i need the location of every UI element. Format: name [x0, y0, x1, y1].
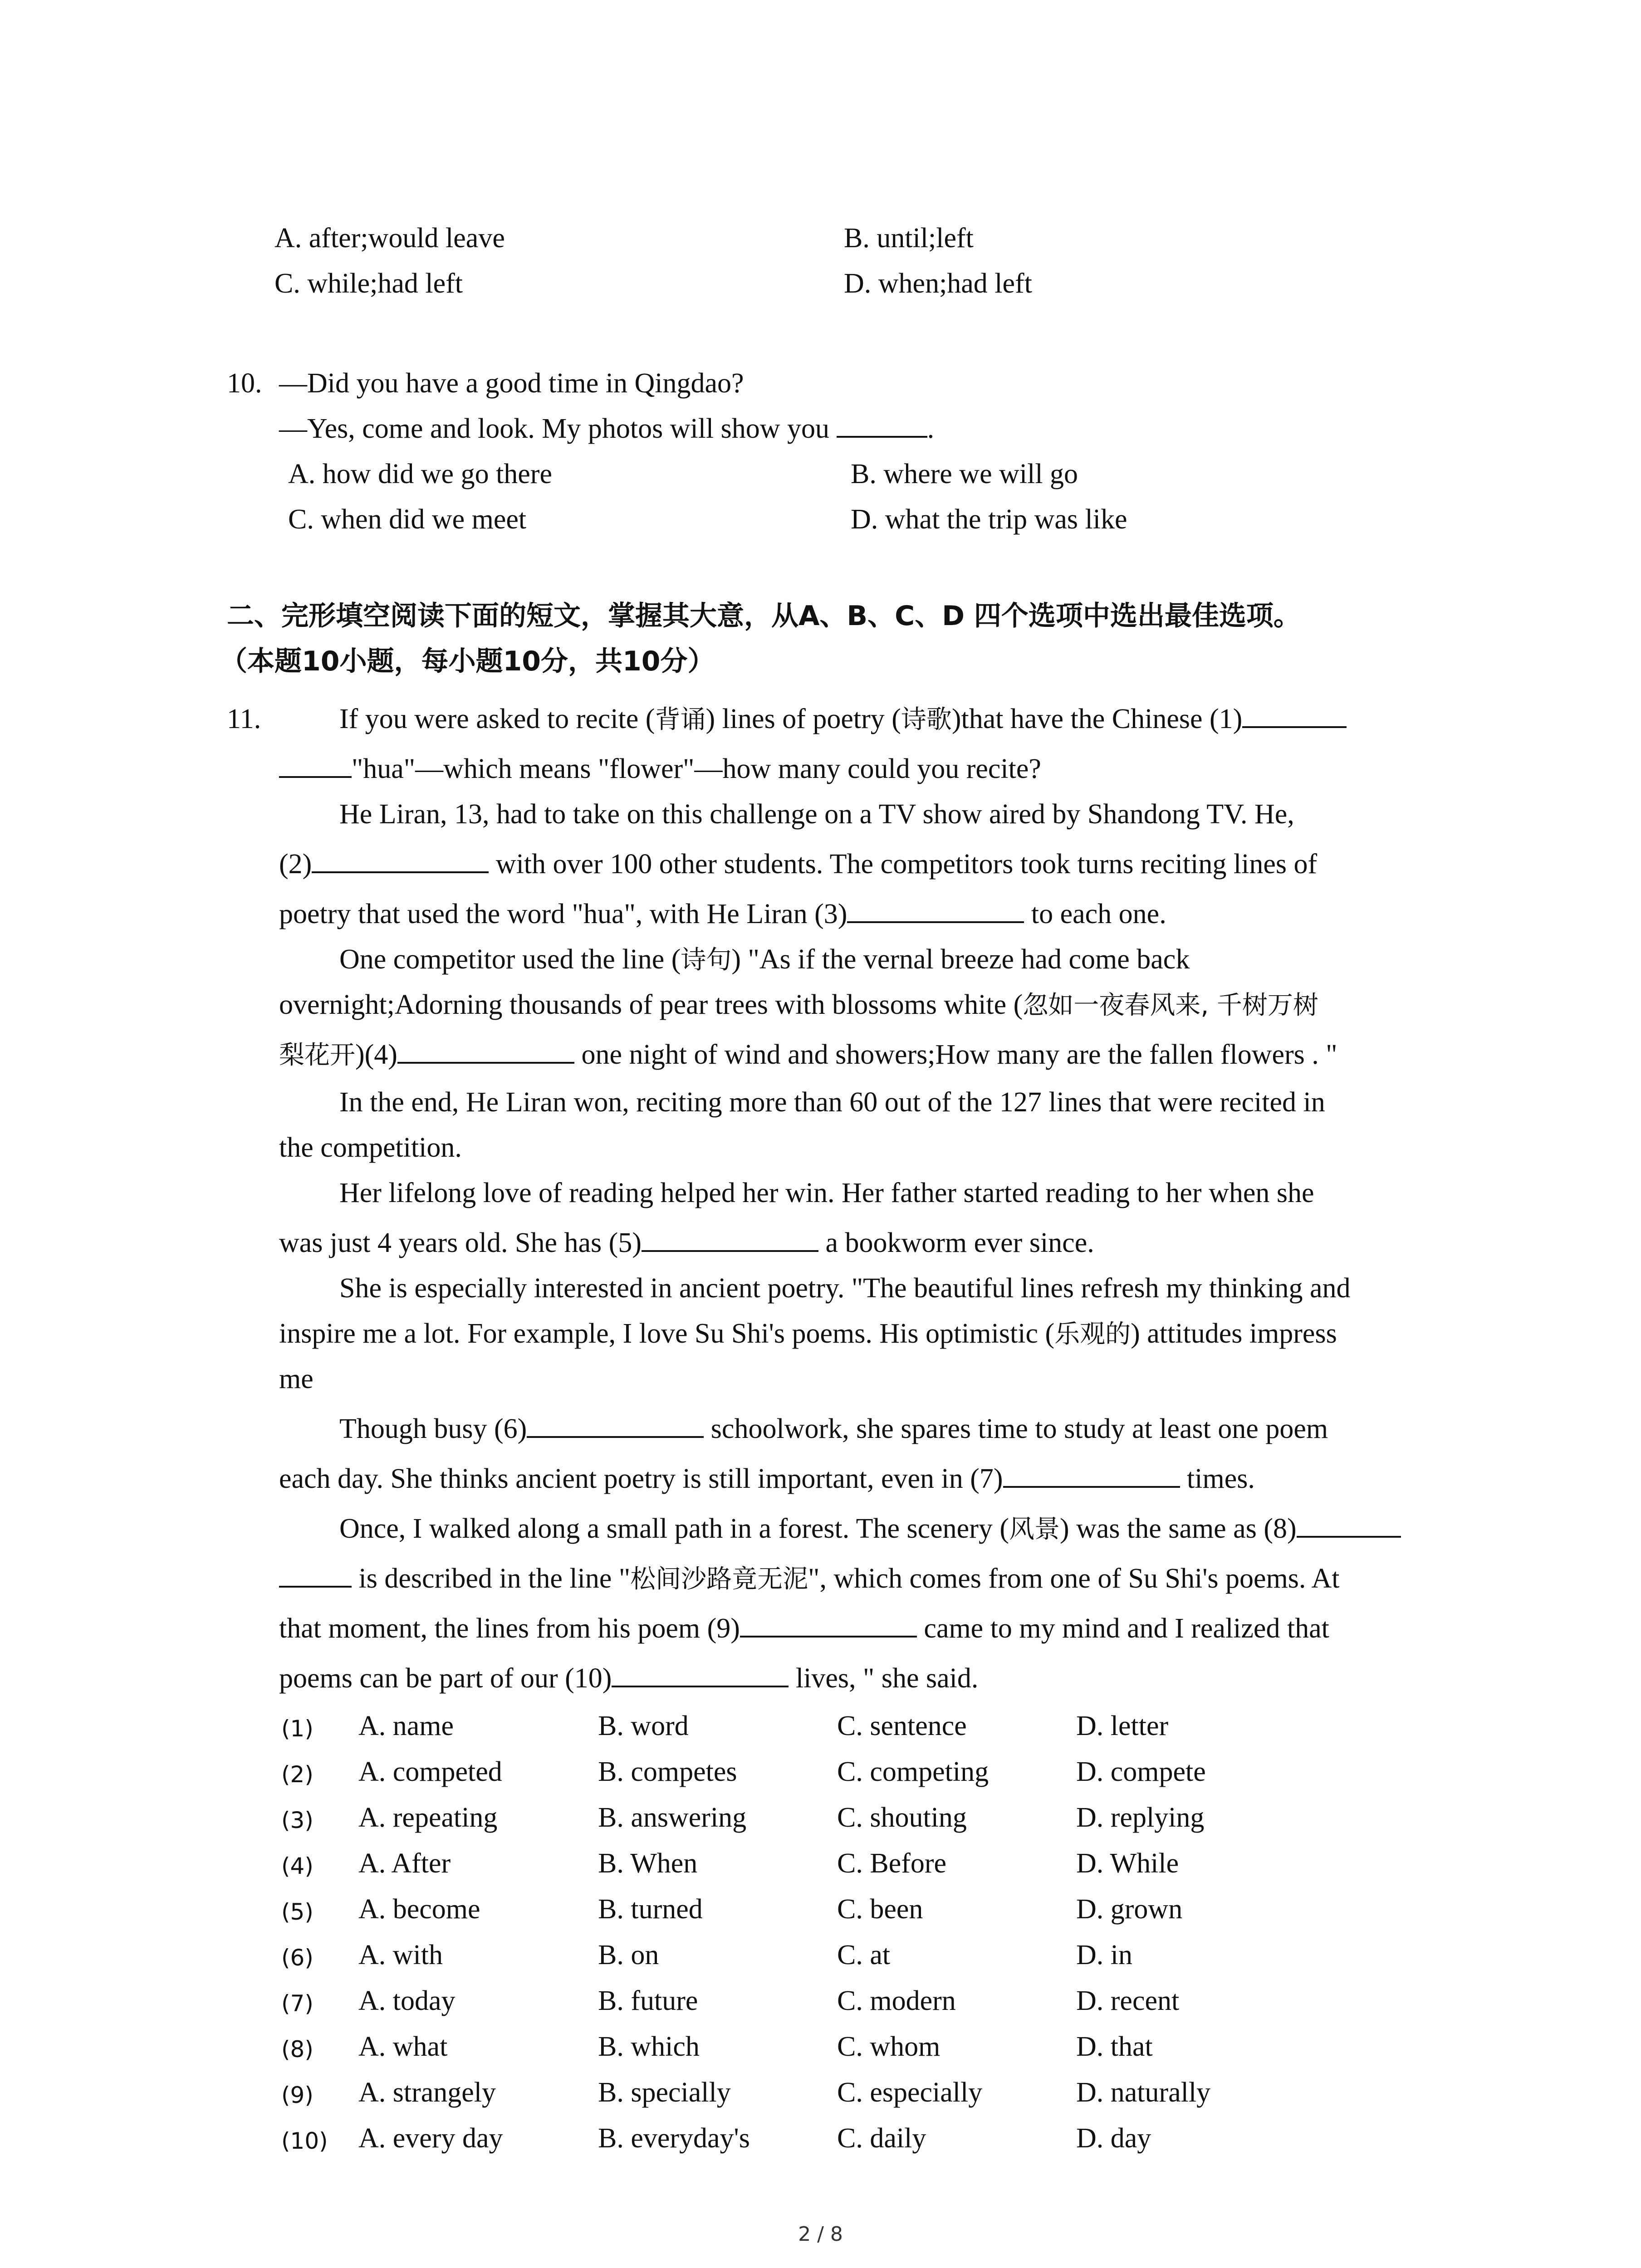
option-number: (6) — [281, 1945, 314, 1971]
q10-option-d: D. what the trip was like — [851, 504, 1127, 535]
passage-line — [279, 1560, 1340, 1598]
text: poems can be part of our (10) — [279, 1663, 612, 1694]
option-d: D. recent — [1076, 1985, 1180, 2016]
text: overnight;Adorning thousands of pear trees with blossoms white ( — [279, 989, 1023, 1020]
text: schoolwork, she spares time to study at least one poem — [704, 1413, 1328, 1444]
option-d: D. grown — [1076, 1894, 1183, 1925]
passage-line — [279, 1660, 978, 1696]
section2-heading: 二、完形填空阅读下面的短文，掌握其大意，从A、B、C、D 四个选项中选出最佳选项。 — [227, 600, 1301, 632]
option-b: B. on — [598, 1940, 659, 1970]
option-number: (2) — [281, 1761, 314, 1788]
option-a: A. name — [358, 1711, 454, 1741]
answer-blank — [1297, 1510, 1401, 1538]
page-number: 2 / 8 — [798, 2223, 843, 2246]
passage-line — [339, 941, 1190, 978]
passage-line — [279, 1315, 1337, 1353]
text: 诗句 — [681, 945, 732, 975]
q9-option-b: B. until;left — [844, 223, 974, 254]
text: to each one. — [1024, 899, 1166, 929]
passage-line — [279, 1361, 314, 1397]
option-b: B. everyday's — [598, 2123, 750, 2154]
section2-subheading: （本题10小题，每小题10分，共10分） — [220, 645, 715, 677]
text: ", which comes from one of Su Shi's poems. At — [808, 1563, 1340, 1594]
text: Her lifelong love of reading helped her win. Her father started reading to her when she — [339, 1178, 1314, 1208]
q10-line2-end: . — [927, 413, 935, 444]
q11-number: 11. — [227, 704, 261, 734]
passage-line — [279, 1036, 1337, 1074]
option-c: C. competing — [837, 1756, 989, 1787]
q9-option-d: D. when;had left — [844, 268, 1032, 299]
option-c: C. whom — [837, 2031, 941, 2062]
option-number: (4) — [281, 1853, 314, 1879]
text: times. — [1180, 1463, 1255, 1494]
text: In the end, He Liran won, reciting more than 60 out of the 127 lines that were recited in — [339, 1087, 1325, 1118]
answer-blank — [612, 1660, 789, 1687]
option-a: A. After — [358, 1848, 451, 1879]
text: 松间沙路竟无泥 — [630, 1564, 808, 1594]
text: Once, I walked along a small path in a forest. The scenery ( — [339, 1513, 1009, 1544]
option-c: C. shouting — [837, 1802, 967, 1833]
option-d: D. While — [1076, 1848, 1179, 1879]
passage-line — [339, 1411, 1328, 1447]
option-a: A. today — [358, 1985, 456, 2016]
text: me — [279, 1364, 314, 1394]
option-number: (7) — [281, 1990, 314, 2017]
passage-line — [339, 1510, 1401, 1548]
option-b: B. specially — [598, 2077, 731, 2108]
option-a: A. what — [358, 2031, 448, 2062]
q10-option-a: A. how did we go there — [288, 459, 552, 489]
text: came to my mind and I realized that — [916, 1613, 1329, 1644]
option-c: C. modern — [837, 1985, 956, 2016]
text: 诗歌 — [901, 705, 952, 734]
passage-line — [339, 701, 1347, 738]
q10-line2-text: —Yes, come and look. My photos will show you — [279, 413, 837, 444]
text: 梨花开 — [279, 1041, 355, 1070]
option-number: (3) — [281, 1807, 314, 1833]
answer-blank — [312, 846, 489, 873]
answer-blank — [740, 1610, 917, 1637]
option-c: C. especially — [837, 2077, 983, 2108]
passage-line — [279, 1225, 1094, 1261]
option-d: D. in — [1076, 1940, 1132, 1970]
text: ) "As if the vernal breeze had come back — [731, 944, 1190, 975]
text: 风景 — [1009, 1515, 1060, 1544]
q9-option-a: A. after;would leave — [274, 223, 505, 254]
text: ) was the same as (8) — [1059, 1513, 1297, 1544]
option-b: B. future — [598, 1985, 698, 2016]
option-d: D. naturally — [1076, 2077, 1211, 2108]
text: She is especially interested in ancient poetry. "The beautiful lines refresh my thinking and — [339, 1273, 1351, 1304]
option-c: C. daily — [837, 2123, 926, 2154]
passage-line — [339, 1270, 1351, 1306]
option-d: D. letter — [1076, 1711, 1169, 1741]
option-c: C. sentence — [837, 1711, 967, 1741]
text: ) attitudes impress — [1131, 1318, 1337, 1349]
text: that moment, the lines from his poem (9) — [279, 1613, 740, 1644]
option-a: A. become — [358, 1894, 480, 1925]
text: If you were asked to recite ( — [339, 704, 655, 734]
option-b: B. competes — [598, 1756, 737, 1787]
q9-option-c: C. while;had left — [274, 268, 463, 299]
option-number: (8) — [281, 2036, 314, 2063]
text: He Liran, 13, had to take on this challenge on a TV show aired by Shandong TV. He, — [339, 799, 1294, 830]
q10-option-b: B. where we will go — [851, 459, 1078, 489]
option-a: A. with — [358, 1940, 443, 1970]
text: is described in the line " — [352, 1563, 631, 1594]
q10-number: 10. — [227, 368, 262, 399]
option-number: (10) — [281, 2128, 328, 2154]
text: One competitor used the line ( — [339, 944, 681, 975]
answer-blank — [847, 896, 1024, 923]
passage-line — [279, 1129, 462, 1166]
passage-line — [279, 896, 1166, 932]
option-number: (9) — [281, 2082, 314, 2108]
option-b: B. turned — [598, 1894, 703, 1925]
option-c: C. Before — [837, 1848, 947, 1879]
text: one night of wind and showers;How many are the fallen flowers . " — [574, 1039, 1337, 1070]
option-d: D. compete — [1076, 1756, 1206, 1787]
option-d: D. day — [1076, 2123, 1151, 2154]
text: 忽如一夜春风来, 千树万树 — [1023, 991, 1318, 1020]
option-a: A. every day — [358, 2123, 503, 2154]
passage-line — [279, 846, 1317, 882]
passage-line — [339, 1175, 1314, 1211]
option-c: C. been — [837, 1894, 923, 1925]
answer-blank — [1003, 1461, 1180, 1488]
q10-option-c: C. when did we meet — [288, 504, 527, 535]
option-d: D. that — [1076, 2031, 1153, 2062]
q10-line2 — [279, 411, 934, 447]
text: "hua"—which means "flower"—how many could you recite? — [352, 753, 1041, 784]
text: a bookworm ever since. — [818, 1227, 1094, 1258]
option-b: B. answering — [598, 1802, 747, 1833]
text: Though busy (6) — [339, 1413, 527, 1444]
option-number: (5) — [281, 1899, 314, 1925]
passage-line — [279, 751, 1041, 787]
text: was just 4 years old. She has (5) — [279, 1227, 642, 1258]
answer-blank — [837, 411, 927, 438]
option-a: A. strangely — [358, 2077, 496, 2108]
option-d: D. replying — [1076, 1802, 1205, 1833]
text: ) lines of poetry ( — [705, 704, 901, 734]
answer-blank — [279, 751, 352, 778]
answer-blank — [397, 1036, 574, 1064]
text: 背诵 — [655, 705, 706, 734]
text: with over 100 other students. The competitors took turns reciting lines of — [489, 849, 1318, 880]
text: )(4) — [355, 1039, 397, 1070]
answer-blank — [279, 1560, 352, 1588]
text: poetry that used the word "hua", with He Liran (3) — [279, 899, 847, 929]
q10-line1: —Did you have a good time in Qingdao? — [279, 368, 744, 399]
option-b: B. When — [598, 1848, 698, 1879]
passage-line — [279, 1461, 1255, 1497]
text: )that have the Chinese (1) — [951, 704, 1243, 734]
option-b: B. word — [598, 1711, 689, 1741]
passage-line — [279, 987, 1318, 1024]
option-number: (1) — [281, 1716, 314, 1742]
text: each day. She thinks ancient poetry is still important, even in (7) — [279, 1463, 1003, 1494]
text: 乐观的 — [1054, 1320, 1131, 1349]
text: lives, " she said. — [789, 1663, 979, 1694]
option-a: A. competed — [358, 1756, 502, 1787]
answer-blank — [1242, 701, 1347, 728]
answer-blank — [642, 1225, 818, 1252]
option-b: B. which — [598, 2031, 700, 2062]
option-a: A. repeating — [358, 1802, 498, 1833]
option-c: C. at — [837, 1940, 891, 1970]
passage-line — [279, 1610, 1329, 1647]
text: the competition. — [279, 1132, 462, 1163]
text: (2) — [279, 849, 312, 880]
passage-line — [339, 796, 1294, 832]
answer-blank — [527, 1411, 704, 1438]
text: inspire me a lot. For example, I love Su Shi's poems. His optimistic ( — [279, 1318, 1055, 1349]
passage-line — [339, 1084, 1325, 1120]
